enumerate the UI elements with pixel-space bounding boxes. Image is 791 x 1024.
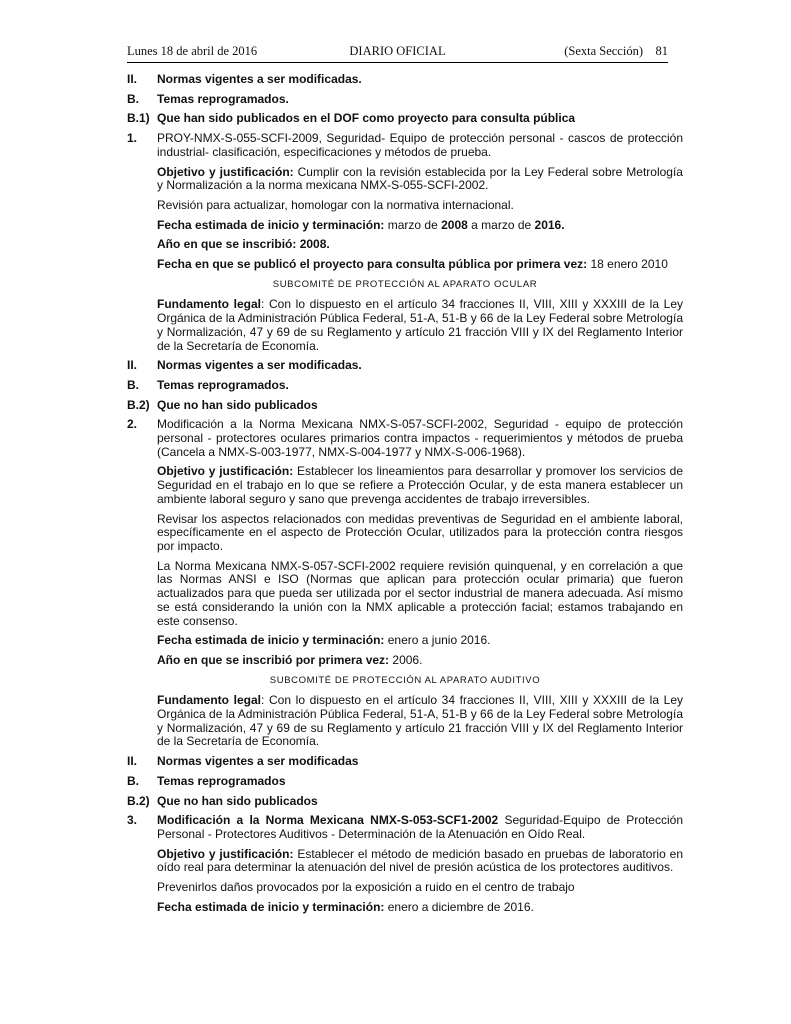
heading-row (127, 775, 683, 789)
header-title: DIARIO OFICIAL (349, 44, 446, 58)
paragraph-text: La Norma Mexicana NMX-S-057-SCFI-2002 requiere revisión quinquenal, y en correlación a que las Normas ANSI e ISO (Normas que aplican para protección ocular primaria) que fueron actualizados para que pueda ser utilizada por el sector industrial de manera adecuada. Así mismo se está considerando la unión con la NMX aplicable a protección facial; estamos trabajando en este consenso. (157, 558, 683, 628)
heading-row (127, 112, 683, 126)
paragraph-year: 2008 (441, 217, 468, 232)
heading-text: Normas vigentes a ser modificadas. (157, 358, 362, 373)
paragraph (127, 881, 683, 895)
paragraph-text: Establecer los lineamientos para desarrollar y promover los servicios de Seguridad en el trabajo en lo que se refiere a Protección Ocular, y de esta manera establecer un ambiente laboral seguro y sano que prevenga accidentes de trabajo irreversibles. (157, 464, 684, 506)
heading-number: II. (127, 358, 138, 373)
paragraph-label: Fundamento legal (157, 297, 261, 312)
paragraph-registered (127, 238, 683, 252)
paragraph-label: Fecha en que se publicó el proyecto para consulta pública por primera vez: (157, 257, 588, 272)
paragraph (127, 199, 683, 213)
heading-number: B.1) (127, 111, 150, 126)
paragraph-label: Fecha estimada de inicio y terminación: (157, 633, 385, 648)
header-page-number: 81 (655, 44, 668, 58)
paragraph-registered (127, 654, 683, 668)
item-title-text: Seguridad-Equipo de Protección Personal - Protectores Auditivos - Determinación de la Atenuación en Oído Real. (157, 813, 683, 841)
paragraph-text: enero a junio 2016. (384, 633, 491, 648)
paragraph-text: marzo de (384, 217, 442, 232)
paragraph (127, 513, 683, 554)
subcommittee-heading: SUBCOMITÉ DE PROTECCIÓN AL APARATO OCULAR (272, 278, 538, 290)
document-body (127, 73, 683, 920)
heading-text: Temas reprogramados. (157, 377, 289, 392)
paragraph-label: Objetivo y justificación: (157, 464, 294, 479)
heading-number: B.2) (127, 397, 150, 412)
header-date: Lunes 18 de abril de 2016 (127, 44, 258, 58)
paragraph-legal-basis (127, 694, 683, 749)
paragraph-label: Fecha estimada de inicio y terminación: (157, 217, 385, 232)
heading-number: B.2) (127, 793, 150, 808)
paragraph-text: : Con lo dispuesto en el artículo 34 fracciones II, VIII, XIII y XXXIII de la Ley Orgánica de la Administración Pública Federal, 51-A, 51-B y 66 de la Ley Federal sobre Metrología y Normalización, 47 y 69 de su Reglamento y artículo 21 fracción VIII y IX del Reglamento Interior de la Secretaría de Economía. (157, 297, 683, 353)
paragraph-text: enero a diciembre de 2016. (384, 899, 534, 914)
paragraph-text: Establecer el método de medición basado en pruebas de laboratorio en oído real para determinar la atenuación del nivel de presión acústica de los protectores auditivos. (157, 846, 683, 875)
header-section-page (564, 44, 668, 59)
item-title (157, 814, 683, 841)
heading-row (127, 73, 683, 87)
heading-number: II. (127, 72, 138, 86)
heading-text: Que no han sido publicados (157, 793, 318, 808)
paragraph-dates (127, 901, 683, 915)
heading-row (127, 795, 683, 809)
heading-number: B. (127, 377, 139, 392)
item-title-label: Modificación a la Norma Mexicana NMX-S-053-SCF1-2002 (157, 813, 499, 828)
item-title: PROY-NMX-S-055-SCFI-2009, Seguridad- Equipo de protección personal - cascos de protección industrial- clasificación, especificaciones y métodos de prueba. (157, 131, 683, 159)
paragraph-objective (127, 166, 683, 193)
heading-row (127, 379, 683, 393)
paragraph-objective (127, 848, 683, 875)
item-row (127, 418, 683, 459)
subcommittee-heading: SUBCOMITÉ DE PROTECCIÓN AL APARATO AUDITIVO (269, 674, 541, 686)
paragraph-text: 18 enero 2010 (587, 257, 668, 272)
heading-row (127, 93, 683, 107)
page-header (127, 44, 668, 62)
item-number: 1. (127, 131, 138, 146)
heading-text: Que no han sido publicados (157, 397, 318, 412)
heading-text: Temas reprogramados. (157, 91, 289, 106)
heading-row (127, 399, 683, 413)
paragraph-label: Fundamento legal (157, 693, 261, 708)
heading-text: Que han sido publicados en el DOF como proyecto para consulta pública (157, 111, 576, 126)
heading-text: Normas vigentes a ser modificadas (157, 754, 359, 769)
paragraph-dates (127, 219, 683, 233)
paragraph-published (127, 258, 683, 272)
heading-text: Temas reprogramados (157, 773, 286, 788)
heading-number: B. (127, 91, 139, 106)
item-number: 2. (127, 417, 138, 432)
paragraph-year: 2016. (534, 217, 565, 232)
paragraph-text: : Con lo dispuesto en el artículo 34 fracciones II, VIII, XIII y XXXIII de la Ley Orgánica de la Administración Pública Federal, 51-A, 51-B y 66 de la Ley Federal sobre Metrología y Normalización, 47 y 69 de su Reglamento y artículo 21 fracción VIII y IX del Reglamento Interior de la Secretaría de Economía. (157, 693, 683, 749)
header-section: (Sexta Sección) (564, 44, 643, 58)
heading-row (127, 755, 683, 769)
paragraph-label: Objetivo y justificación: (157, 846, 294, 861)
heading-number: II. (127, 754, 138, 769)
paragraph-legal-basis (127, 298, 683, 353)
paragraph-label: Objetivo y justificación: (157, 164, 294, 179)
heading-row (127, 359, 683, 373)
item-number: 3. (127, 813, 138, 828)
item-title: Modificación a la Norma Mexicana NMX-S-057-SCFI-2002, Seguridad - equipo de protección personal - protectores oculares primarios contra impactos - requerimientos y métodos de prueba (Cancela a NMX-S-003-1977, NMX-S-004-1977 y NMX-S-006-1968). (157, 417, 683, 459)
paragraph-dates (127, 634, 683, 648)
paragraph-text: a marzo de (467, 217, 535, 232)
heading-text: Normas vigentes a ser modificadas. (157, 72, 362, 86)
paragraph (127, 560, 683, 629)
paragraph-text: Cumplir con la revisión establecida por la Ley Federal sobre Metrología y Normalización a la norma mexicana NMX-S-055-SCFI-2002. (157, 164, 683, 193)
paragraph-text: Revisión para actualizar, homologar con la normativa internacional. (157, 197, 514, 212)
paragraph-text: Revisar los aspectos relacionados con medidas preventivas de Seguridad en el ambiente laboral, específicamente en el aspecto de Protección Ocular, utilizados para la protección contra riesgos por impacto. (157, 511, 683, 553)
paragraph-objective (127, 465, 683, 506)
item-row (127, 814, 683, 841)
item-row (127, 132, 683, 159)
paragraph-label: Año en que se inscribió por primera vez: (157, 652, 390, 667)
header-rule (127, 62, 668, 63)
paragraph-text: Prevenirlos daños provocados por la exposición a ruido en el centro de trabajo (157, 880, 575, 895)
heading-number: B. (127, 773, 139, 788)
paragraph-label: Fecha estimada de inicio y terminación: (157, 899, 385, 914)
paragraph-text: 2006. (389, 652, 423, 667)
paragraph-label: Año en que se inscribió: 2008. (157, 237, 330, 252)
